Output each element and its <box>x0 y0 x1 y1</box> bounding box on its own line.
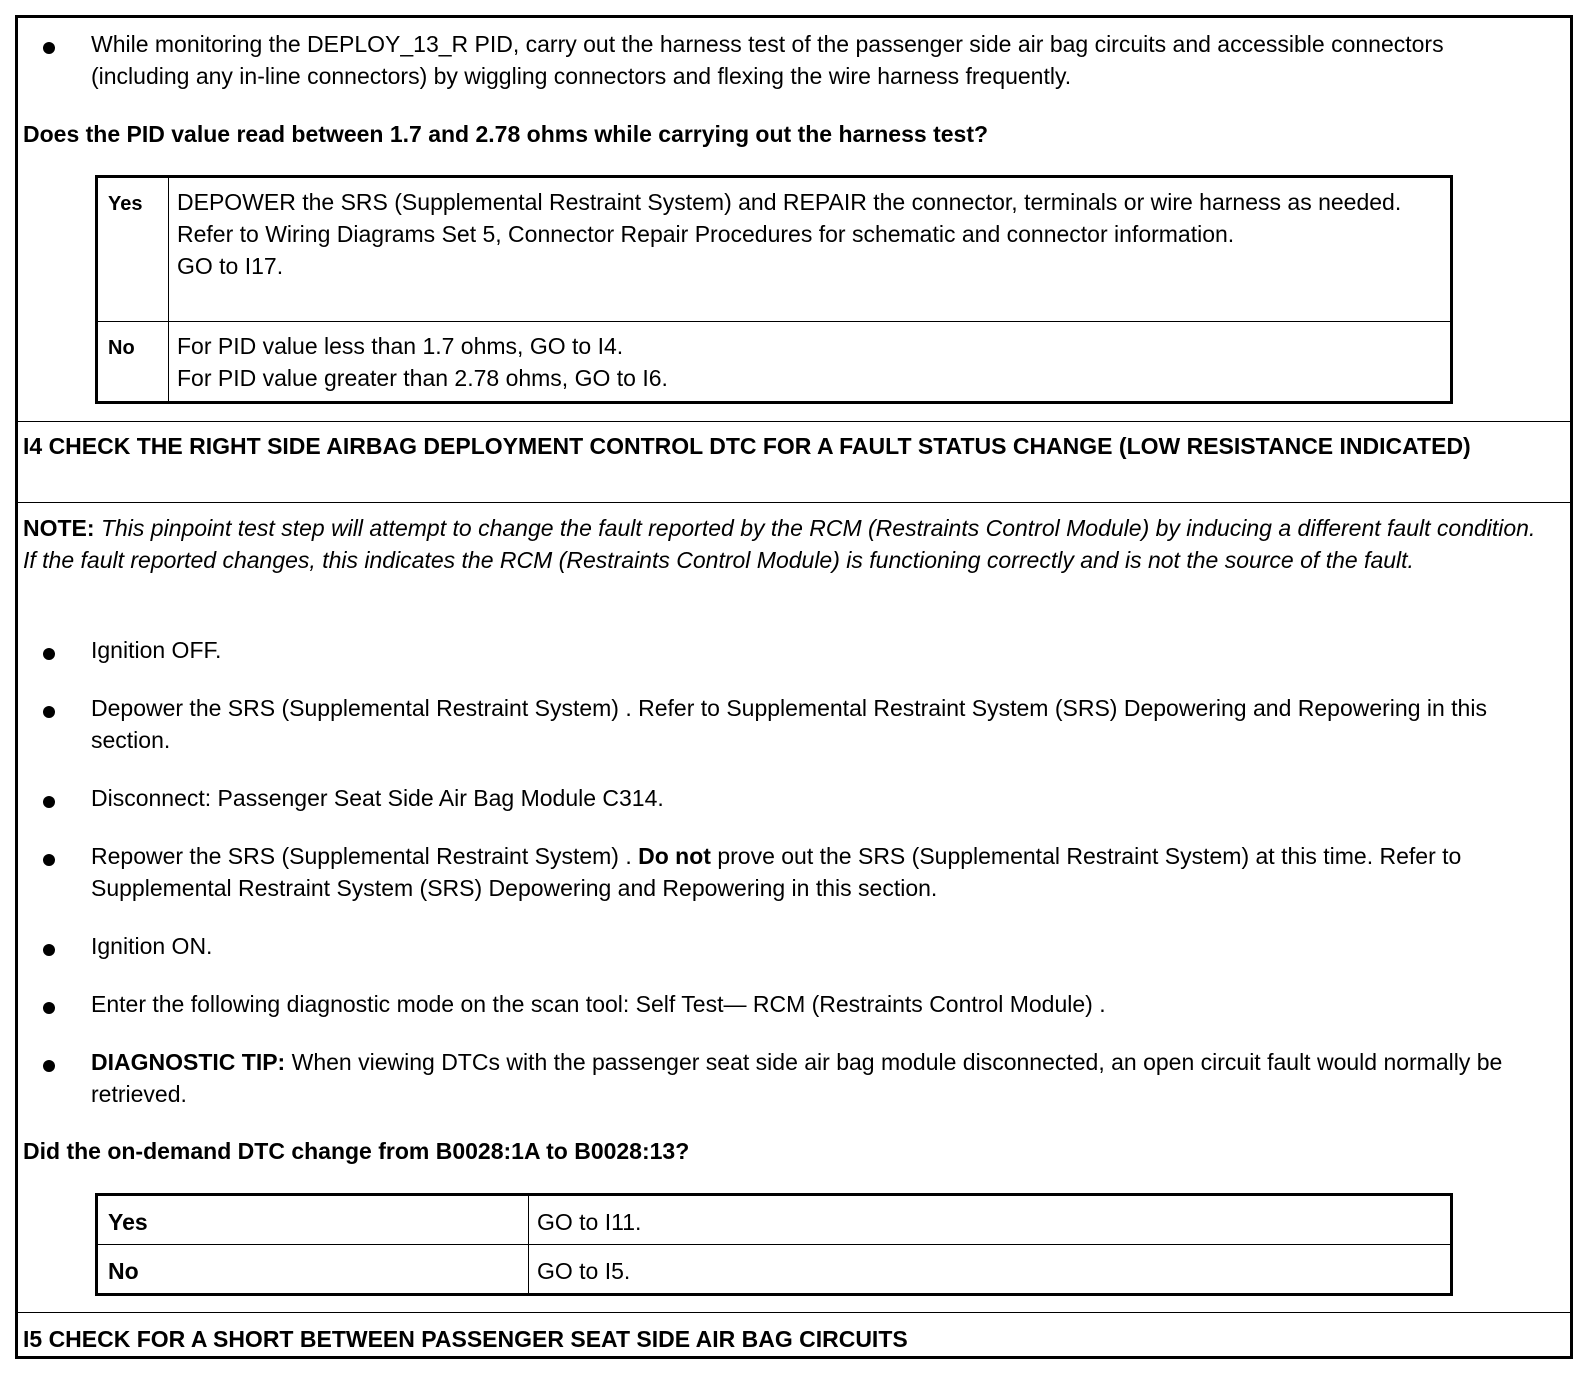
bullet-dot <box>43 648 55 660</box>
step-heading-i5: I5 CHECK FOR A SHORT BETWEEN PASSENGER SEAT SIDE AIR BAG CIRCUITS <box>23 1326 908 1352</box>
bullet-text: Ignition OFF. <box>91 637 222 663</box>
bullet-dot <box>43 42 55 54</box>
answer-table-1 <box>95 175 1453 404</box>
bullet-text: Depower the SRS (Supplemental Restraint System) . Refer to Supplemental Restraint System (SRS) Depowering and Repowering in this section. <box>91 695 1487 753</box>
answer-label-no: No <box>97 322 169 403</box>
question-2: Did the on-demand DTC change from B0028:1A to B0028:13? <box>23 1138 690 1164</box>
divider <box>18 421 1570 422</box>
bullet-text: While monitoring the DEPLOY_13_R PID, carry out the harness test of the passenger side air bag circuits and accessible connectors (including any in-line connectors) by wiggling connectors and flexing the wire harness frequently. <box>91 31 1444 89</box>
answer-line: For PID value greater than 2.78 ohms, GO to I6. <box>177 365 668 391</box>
answer-label-yes: Yes <box>97 1195 529 1245</box>
bullet-dot <box>43 796 55 808</box>
bullet-dot <box>43 1002 55 1014</box>
answer-line: Refer to Wiring Diagrams Set 5, Connector Repair Procedures for schematic and connector information. <box>177 221 1235 247</box>
step-heading-i4: I4 CHECK THE RIGHT SIDE AIRBAG DEPLOYMENT CONTROL DTC FOR A FAULT STATUS CHANGE (LOW RESISTANCE INDICATED) <box>23 433 1471 459</box>
note-text: This pinpoint test step will attempt to change the fault reported by the RCM (Restraints Control Module) by inducing a different fault condition. If the fault reported changes, this indicates the RCM (Restraints Control Module) is functioning correctly and is not the source of the fault. <box>23 515 1536 573</box>
answer-table-2 <box>95 1193 1453 1296</box>
answer-cell-yes: GO to I11. <box>529 1195 1452 1245</box>
table-row <box>97 1245 1452 1295</box>
bullet-text: Repower the SRS (Supplemental Restraint System) . Do not prove out the SRS (Supplemental Restraint System) at this time. Refer to Supplemental Restraint System (SRS) Depowering and Repowering in this section. <box>91 843 1462 901</box>
divider <box>18 502 1570 503</box>
answer-line: For PID value less than 1.7 ohms, GO to I4. <box>177 333 624 359</box>
bullet-text: Ignition ON. <box>91 933 213 959</box>
table-row <box>97 322 1452 403</box>
answer-line: GO to I17. <box>177 253 284 279</box>
bullet-text: DIAGNOSTIC TIP: When viewing DTCs with the passenger seat side air bag module disconnected, an open circuit fault would normally be retrieved. <box>91 1049 1503 1107</box>
divider <box>18 1312 1570 1313</box>
answer-cell-no: GO to I5. <box>529 1245 1452 1295</box>
bullet-text: Disconnect: Passenger Seat Side Air Bag Module C314. <box>91 785 664 811</box>
bullet-text: Enter the following diagnostic mode on the scan tool: Self Test— RCM (Restraints Control Module) . <box>91 991 1106 1017</box>
bullet-dot <box>43 854 55 866</box>
table-row <box>97 1195 1452 1245</box>
bullet-dot <box>43 706 55 718</box>
note-label: NOTE: <box>23 515 95 541</box>
question-1: Does the PID value read between 1.7 and 2.78 ohms while carrying out the harness test? <box>23 121 989 147</box>
document-frame <box>15 15 1573 1359</box>
bullet-dot <box>43 1060 55 1072</box>
answer-label-no: No <box>97 1245 529 1295</box>
answer-cell-no <box>169 322 1452 403</box>
answer-cell-yes <box>169 177 1452 322</box>
answer-line: DEPOWER the SRS (Supplemental Restraint System) and REPAIR the connector, terminals or wire harness as needed. <box>177 189 1402 215</box>
bullet-dot <box>43 944 55 956</box>
table-row <box>97 177 1452 322</box>
note-block <box>23 512 1553 576</box>
answer-label-yes: Yes <box>97 177 169 322</box>
